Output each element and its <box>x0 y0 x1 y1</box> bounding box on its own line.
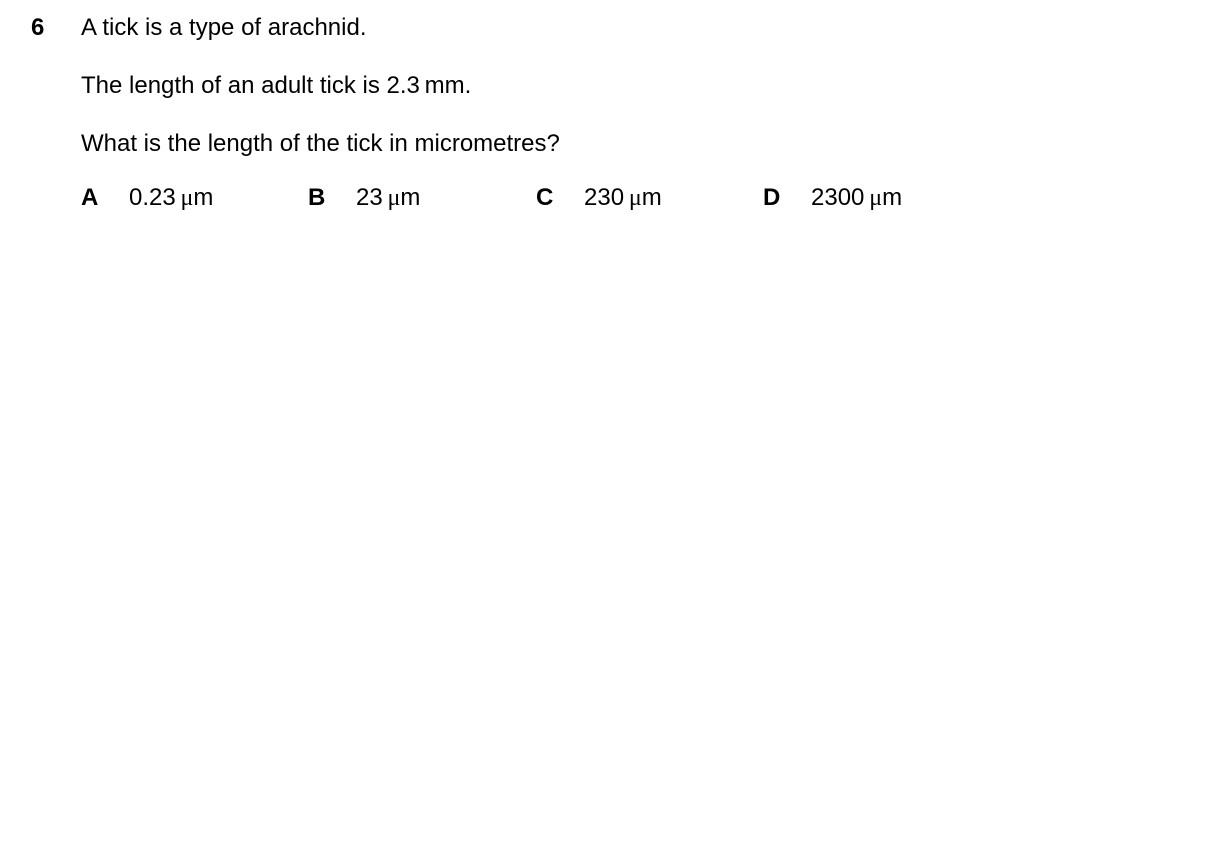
option-c-value <box>584 184 662 212</box>
option-c-letter: C <box>536 184 554 211</box>
option-a-unit-base: m <box>193 184 214 211</box>
option-d-value <box>811 184 902 212</box>
question-line-3: What is the length of the tick in micrometres? <box>81 130 560 157</box>
option-a-number: 0.23 <box>129 184 176 211</box>
option-b-number: 23 <box>356 184 383 211</box>
question-number: 6 <box>31 14 45 41</box>
option-c-unit-base: m <box>641 184 662 211</box>
question-line-2: The length of an adult tick is 2.3 mm. <box>81 72 472 99</box>
option-a-unit-prefix: μ <box>180 185 194 211</box>
option-b-unit-prefix: μ <box>387 185 401 211</box>
option-c-number: 230 <box>584 184 625 211</box>
option-b-letter: B <box>308 184 326 211</box>
option-a-letter: A <box>81 184 99 211</box>
option-d-unit-prefix: μ <box>869 185 883 211</box>
option-c-unit-prefix: μ <box>628 185 642 211</box>
option-d-number: 2300 <box>811 184 865 211</box>
option-d-letter: D <box>763 184 781 211</box>
option-b-value <box>356 184 420 212</box>
option-d-unit-base: m <box>882 184 903 211</box>
question-line-1: A tick is a type of arachnid. <box>81 14 367 41</box>
option-b-unit-base: m <box>400 184 421 211</box>
option-a-value <box>129 184 213 212</box>
